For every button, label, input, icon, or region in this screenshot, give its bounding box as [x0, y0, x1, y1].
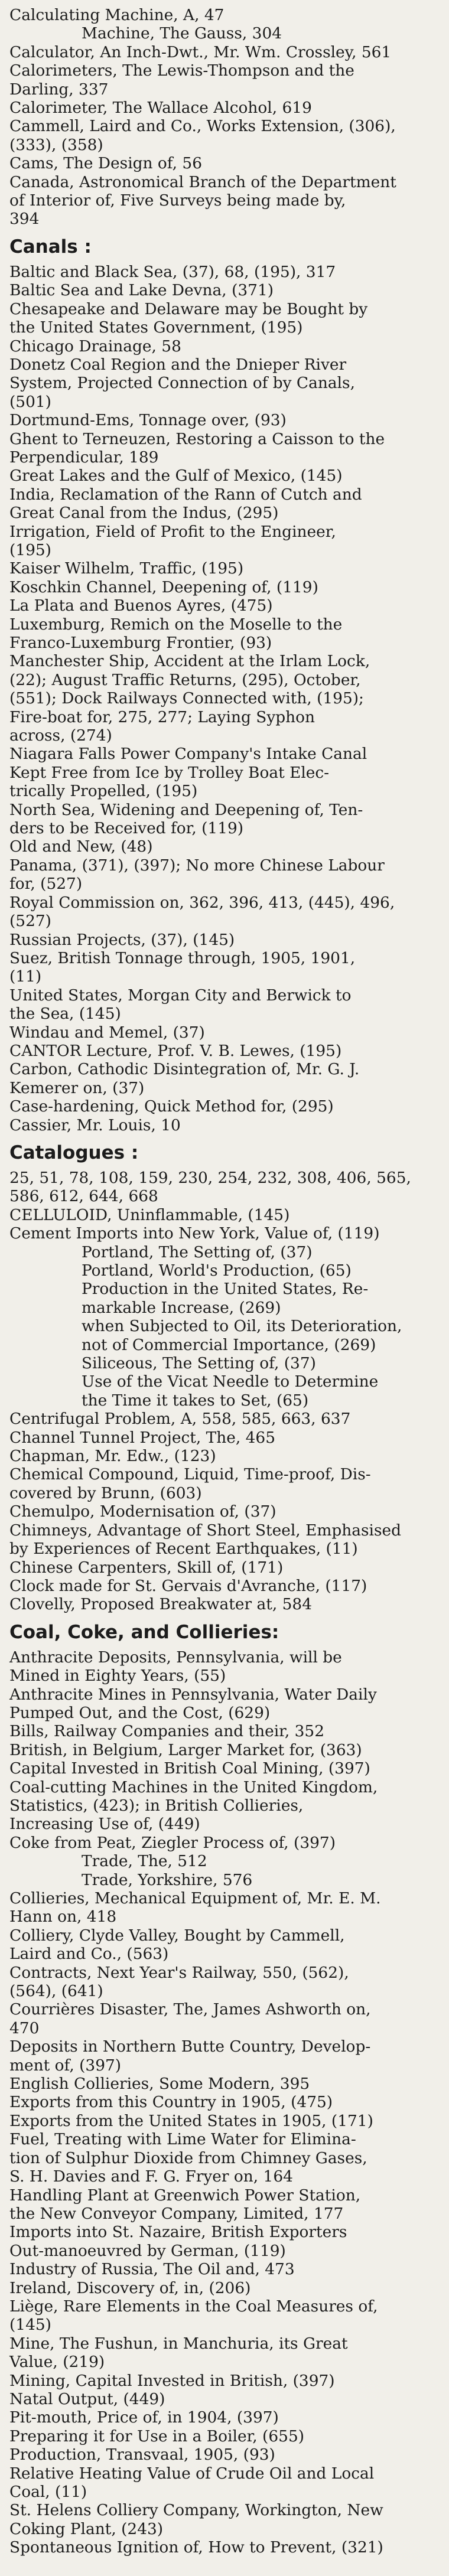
index-line: Panama, (371), (397); No more Chinese Labour [9, 856, 385, 875]
index-entry [9, 615, 438, 653]
index-line: Fire-boat for, 275, 277; Laying Syphon [9, 707, 315, 726]
index-line: (501) [9, 392, 51, 411]
index-line: Relative Heating Value of Crude Oil and Local [9, 2464, 375, 2483]
index-line: Handling Plant at Greenwich Power Station, [9, 2186, 361, 2205]
index-line: ders to be Received for, (119) [9, 819, 244, 838]
index-line: Coal-cutting Machines in the United Kingdom, [9, 1778, 378, 1796]
index-line: Kept Free from Ice by Trolley Boat Elec- [9, 763, 330, 782]
index-entry [9, 1023, 438, 1042]
index-line: Portland, World's Production, (65) [82, 1261, 352, 1280]
section-heading [9, 1620, 438, 1645]
index-entry [9, 2223, 438, 2260]
index-entry [9, 1169, 438, 1206]
index-line: tion of Sulphur Dioxide from Chimney Gases, [9, 2148, 367, 2167]
index-line: Chemical Compound, Liquid, Time-proof, Dis- [9, 1465, 371, 1484]
index-entry [9, 1116, 438, 1134]
index-line: Clovelly, Proposed Breakwater at, 584 [9, 1595, 312, 1614]
index-subentry [9, 1354, 438, 1372]
index-entry [9, 173, 438, 229]
index-entry [9, 154, 438, 172]
index-line: (145) [9, 2316, 51, 2334]
index-line: Perpendicular, 189 [9, 448, 159, 467]
index-line: Old and New, (48) [9, 837, 153, 856]
index-entry [9, 1595, 438, 1613]
index-line: the Sea, (145) [9, 1005, 121, 1023]
index-line: (527) [9, 912, 51, 931]
index-line: Deposits in Northern Butte Country, Develop- [9, 2037, 371, 2056]
index-line: covered by Brunn, (603) [9, 1483, 202, 1502]
index-line: Franco-Luxemburg Frontier, (93) [9, 634, 272, 652]
index-line: Laird and Co., (563) [9, 1945, 169, 1964]
index-line: Imports into St. Nazaire, British Exporters [9, 2223, 347, 2242]
index-line: Increasing Use of, (449) [9, 1815, 200, 1834]
index-subentry [9, 1261, 438, 1280]
index-line: Coking Plant, (243) [9, 2519, 164, 2538]
index-line: Case-hardening, Quick Method for, (295) [9, 1097, 334, 1116]
index-line: Trade, The, 512 [82, 1852, 207, 1871]
index-entry [9, 1722, 438, 1740]
index-entry [9, 2408, 438, 2427]
index-line: Siliceous, The Setting of, (37) [82, 1354, 316, 1373]
index-line: Irrigation, Field of Profit to the Engineer, [9, 522, 336, 541]
index-entry [9, 43, 438, 61]
index-entry [9, 2000, 438, 2037]
index-line: Channel Tunnel Project, The, 465 [9, 1428, 275, 1447]
index-subentry [9, 1852, 438, 1870]
index-line: System, Projected Connection of by Canals, [9, 374, 355, 393]
index-line: Coal, (11) [9, 2483, 87, 2501]
index-line: Courrières Disaster, The, James Ashworth on, [9, 2000, 371, 2019]
index-line: Natal Output, (449) [9, 2389, 165, 2408]
index-line: Centrifugal Problem, A, 558, 585, 663, 637 [9, 1410, 351, 1429]
index-entry [9, 652, 438, 745]
index-entry [9, 1465, 438, 1502]
index-entry [9, 1778, 438, 1834]
index-line: Coal, Coke, and Collieries: [9, 1621, 279, 1643]
index-line: Cement Imports into New York, Value of, (119) [9, 1224, 380, 1243]
index-line: 25, 51, 78, 108, 159, 230, 254, 232, 308, 406, 565, [9, 1168, 411, 1187]
index-entry [9, 949, 438, 986]
index-line: ment of, (397) [9, 2056, 122, 2075]
index-line: Cams, The Design of, 56 [9, 154, 202, 173]
index-entry [9, 559, 438, 578]
index-entry [9, 411, 438, 429]
index-entry [9, 1502, 438, 1521]
index-line: St. Helens Colliery Company, Workington, New [9, 2501, 383, 2520]
index-line: Spontaneous Ignition of, How to Prevent, (321) [9, 2538, 383, 2557]
index-entry [9, 1577, 438, 1595]
index-entry [9, 1741, 438, 1759]
index-entry [9, 263, 438, 281]
index-line: Contracts, Next Year's Railway, 550, (562), [9, 1963, 349, 1982]
index-line: Mined in Eighty Years, (55) [9, 1667, 226, 1685]
index-entry [9, 1206, 438, 1224]
index-entry [9, 281, 438, 299]
index-entry [9, 61, 438, 99]
section-heading [9, 1140, 438, 1165]
index-entry [9, 1834, 438, 1852]
index-line: Pit-mouth, Price of, in 1904, (397) [9, 2408, 279, 2427]
index-line: Value, (219) [9, 2353, 105, 2372]
index-line: when Subjected to Oil, its Deterioration, [82, 1317, 402, 1336]
index-line: English Collieries, Some Modern, 395 [9, 2075, 310, 2094]
index-line: Liège, Rare Elements in the Coal Measures of, [9, 2297, 378, 2316]
index-entry [9, 1429, 438, 1447]
index-line: 586, 612, 644, 668 [9, 1187, 158, 1206]
index-entry [9, 1410, 438, 1428]
index-line: Chapman, Mr. Edw., (123) [9, 1447, 216, 1466]
index-line: (195) [9, 540, 51, 559]
index-entry [9, 2464, 438, 2502]
index-line: Royal Commission on, 362, 396, 413, (445), 496, [9, 893, 395, 912]
index-line: Great Lakes and the Gulf of Mexico, (145) [9, 467, 343, 485]
index-entry [9, 485, 438, 523]
index-entry [9, 2260, 438, 2278]
index-entry [9, 99, 438, 117]
index-line: Collieries, Mechanical Equipment of, Mr. E. M. [9, 1889, 381, 1907]
index-entry [9, 2390, 438, 2408]
index-line: Exports from the United States in 1905, (171) [9, 2111, 373, 2130]
index-line: S. H. Davies and F. G. Fryer on, 164 [9, 2167, 293, 2186]
index-entry [9, 2501, 438, 2538]
index-line: Ireland, Discovery of, in, (206) [9, 2278, 251, 2297]
index-line: Mine, The Fushun, in Manchuria, its Great [9, 2334, 348, 2353]
index-line: Dortmund-Ems, Tonnage over, (93) [9, 411, 287, 430]
index-line: Capital Invested in British Coal Mining, (397) [9, 1759, 370, 1778]
index-line: Canada, Astronomical Branch of the Department [9, 172, 396, 191]
index-line: of Interior of, Five Surveys being made by, [9, 191, 346, 210]
index-entry [9, 931, 438, 949]
index-entry [9, 356, 438, 411]
index-entry [9, 1060, 438, 1097]
index-entry [9, 894, 438, 931]
index-subentry [9, 1280, 438, 1317]
index-line: Pumped Out, and the Cost, (629) [9, 1703, 271, 1722]
index-line: Industry of Russia, The Oil and, 473 [9, 2260, 295, 2279]
index-line: Cassier, Mr. Louis, 10 [9, 1116, 181, 1134]
index-entry [9, 1521, 438, 1558]
index-line: (333), (358) [9, 135, 103, 154]
index-entry [9, 2037, 438, 2075]
index-line: Kemerer on, (37) [9, 1078, 145, 1097]
index-entry [9, 856, 438, 894]
index-entry [9, 117, 438, 154]
index-entry [9, 300, 438, 337]
index-line: Great Canal from the Indus, (295) [9, 504, 279, 523]
index-entry [9, 1926, 438, 1964]
index-line: Clock made for St. Gervais d'Avranche, (117) [9, 1576, 367, 1595]
index-line: North Sea, Widening and Deepening of, Ten- [9, 800, 363, 819]
index-line: trically Propelled, (195) [9, 782, 198, 801]
index-line: Chemulpo, Modernisation of, (37) [9, 1502, 276, 1521]
index-line: Donetz Coal Region and the Dnieper River [9, 355, 347, 374]
index-subentry [9, 24, 438, 43]
index-entry [9, 2093, 438, 2111]
index-entry [9, 2334, 438, 2372]
index-line: Statistics, (423); in British Collieries, [9, 1796, 304, 1815]
index-line: (22); August Traffic Returns, (295), October, [9, 670, 361, 689]
index-line: Chesapeake and Delaware may be Bought by [9, 299, 368, 318]
index-line: Preparing it for Use in a Boiler, (655) [9, 2427, 305, 2445]
index-line: United States, Morgan City and Berwick to [9, 986, 352, 1005]
index-line: Trade, Yorkshire, 576 [82, 1870, 253, 1889]
index-line: Cammell, Laird and Co., Works Extension, (306), [9, 117, 396, 136]
index-line: Coke from Peat, Ziegler Process of, (397) [9, 1833, 336, 1852]
index-line: Catalogues : [9, 1142, 139, 1163]
index-entry [9, 2112, 438, 2130]
index-subentry [9, 1871, 438, 1889]
index-line: Suez, British Tonnage through, 1905, 1901, [9, 948, 356, 967]
index-line: Production in the United States, Re- [82, 1280, 369, 1299]
index-entry [9, 596, 438, 615]
index-line: Darling, 337 [9, 80, 109, 99]
index-subentry [9, 1317, 438, 1354]
index-line: Machine, The Gauss, 304 [82, 24, 282, 43]
index-entry [9, 6, 438, 24]
index-subentry [9, 1372, 438, 1410]
index-line: Windau and Memel, (37) [9, 1023, 205, 1042]
index-line: Anthracite Deposits, Pennsylvania, will be [9, 1648, 342, 1667]
index-line: Anthracite Mines in Pennsylvania, Water Daily [9, 1685, 377, 1704]
index-entry [9, 1224, 438, 1243]
index-entry [9, 523, 438, 560]
index-entry [9, 986, 438, 1023]
index-line: the New Conveyor Company, Limited, 177 [9, 2204, 344, 2223]
index-entry [9, 2130, 438, 2186]
index-line: Colliery, Clyde Valley, Bought by Cammell, [9, 1926, 345, 1945]
index-line: Canals : [9, 236, 92, 257]
index-entry [9, 2372, 438, 2390]
index-entry [9, 837, 438, 856]
index-line: Use of the Vicat Needle to Determine [82, 1372, 379, 1391]
index-entry [9, 2279, 438, 2297]
index-line: Calorimeter, The Wallace Alcohol, 619 [9, 99, 312, 118]
index-line: (564), (641) [9, 1982, 103, 2001]
index-line: Baltic and Black Sea, (37), 68, (195), 317 [9, 262, 336, 281]
index-entry [9, 1447, 438, 1465]
index-entry [9, 1759, 438, 1778]
index-entry [9, 2186, 438, 2223]
index-entry [9, 1042, 438, 1060]
index-line: Manchester Ship, Accident at the Irlam Lock, [9, 652, 370, 671]
index-line: (11) [9, 967, 42, 986]
index-entry [9, 1964, 438, 2001]
index-line: Calculating Machine, A, 47 [9, 6, 224, 24]
index-entry [9, 745, 438, 800]
index-entry [9, 801, 438, 838]
index-entry [9, 1685, 438, 1723]
index-line: Fuel, Treating with Lime Water for Elimina- [9, 2130, 356, 2149]
index-entry [9, 337, 438, 356]
index-entry [9, 1558, 438, 1577]
index-line: Russian Projects, (37), (145) [9, 930, 235, 949]
index-line: 470 [9, 2019, 40, 2037]
index-entry [9, 2445, 438, 2464]
index-line: the United States Government, (195) [9, 318, 303, 337]
index-line: Kaiser Wilhelm, Traffic, (195) [9, 559, 244, 578]
index-line: Out-manoeuvred by German, (119) [9, 2241, 286, 2260]
index-line: Exports from this Country in 1905, (475) [9, 2093, 333, 2112]
index-entry [9, 578, 438, 596]
index-entry [9, 2427, 438, 2445]
index-line: Portland, The Setting of, (37) [82, 1243, 313, 1261]
index-line: across, (274) [9, 726, 112, 745]
index-line: Hann on, 418 [9, 1907, 117, 1926]
index-entry [9, 2075, 438, 2093]
index-line: 394 [9, 210, 40, 229]
index-line: markable Increase, (269) [82, 1298, 281, 1317]
index-entry [9, 1097, 438, 1116]
index-entry [9, 1648, 438, 1685]
index-line: CANTOR Lecture, Prof. V. B. Lewes, (195) [9, 1041, 342, 1060]
index-line: India, Reclamation of the Rann of Cutch and [9, 485, 362, 504]
index-line: Carbon, Cathodic Disintegration of, Mr. G. J. [9, 1060, 360, 1079]
index-line: Calculator, An Inch-Dwt., Mr. Wm. Crossley, 561 [9, 43, 392, 61]
index-line: Chimneys, Advantage of Short Steel, Emphasised [9, 1521, 402, 1540]
index-line: Calorimeters, The Lewis-Thompson and the [9, 61, 354, 80]
index-line: Koschkin Channel, Deepening of, (119) [9, 578, 318, 596]
index-entry [9, 1889, 438, 1926]
index-line: Niagara Falls Power Company's Intake Canal [9, 745, 367, 764]
index-entry [9, 2297, 438, 2334]
index-subentry [9, 1243, 438, 1261]
index-line: Mining, Capital Invested in British, (397) [9, 2371, 335, 2390]
section-heading [9, 234, 438, 259]
index-line: Chicago Drainage, 58 [9, 337, 181, 356]
index-entry [9, 430, 438, 467]
index-entry [9, 2538, 438, 2557]
index-line: (551); Dock Railways Connected with, (195); [9, 689, 364, 708]
index-line: Bills, Railway Companies and their, 352 [9, 1722, 325, 1741]
index-line: Luxemburg, Remich on the Moselle to the [9, 615, 343, 634]
index-line: Chinese Carpenters, Skill of, (171) [9, 1558, 284, 1577]
index-line: for, (527) [9, 875, 83, 894]
index-line: not of Commercial Importance, (269) [82, 1335, 376, 1354]
index-line: Production, Transvaal, 1905, (93) [9, 2445, 275, 2464]
index-line: Ghent to Terneuzen, Restoring a Caisson to the [9, 429, 385, 448]
index-line: La Plata and Buenos Ayres, (475) [9, 596, 273, 615]
index-line: CELLULOID, Uninflammable, (145) [9, 1205, 290, 1224]
index-line: British, in Belgium, Larger Market for, (363) [9, 1740, 362, 1759]
index-line: Baltic Sea and Lake Devna, (371) [9, 281, 274, 300]
index-line: by Experiences of Recent Earthquakes, (11) [9, 1540, 358, 1558]
index-entry [9, 467, 438, 485]
index-line: the Time it takes to Set, (65) [82, 1391, 309, 1410]
